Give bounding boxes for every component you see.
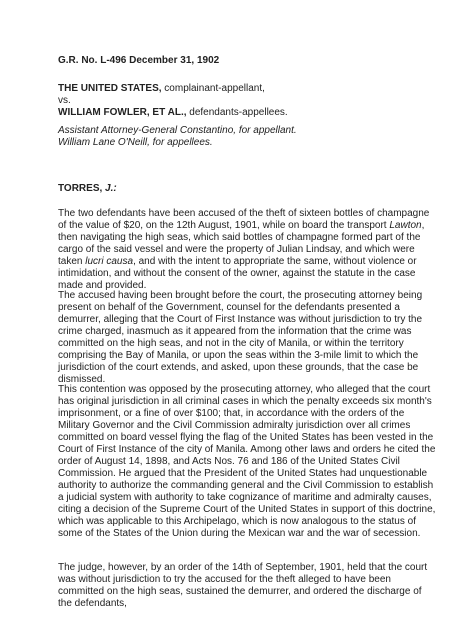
appellant-role: complainant-appellant, bbox=[161, 83, 265, 94]
counsel-appellant: Assistant Attorney-General Constantino, for appellant. bbox=[58, 125, 297, 136]
appellant-line bbox=[58, 83, 438, 95]
case-number: G.R. No. L-496 December 31, 1902 bbox=[58, 55, 220, 66]
appellee-line bbox=[58, 107, 438, 119]
appellant-name: THE UNITED STATES, bbox=[58, 83, 162, 94]
case-header bbox=[58, 55, 438, 67]
appellee-name: WILLIAM FOWLER, ET AL., bbox=[58, 107, 187, 118]
case-parties bbox=[58, 83, 438, 119]
versus-label: vs. bbox=[58, 95, 71, 106]
opinion-paragraph-1: The two defendants have been accused of the theft of sixteen bottles of champagne of the value of $20, on the 12th August, 1901, while on board the transport Lawton, then navigating the high seas, which said bottles of champagne formed part of the cargo of the said vessel and were the property of Julian Lindsay, and which were taken lucri causa, and with the intent to appropriate the same, without violence or intimidation, and without the consent of the owner, against the statute in the case made and provided. bbox=[58, 208, 430, 291]
counsel-block bbox=[58, 125, 438, 149]
vessel-name: Lawton bbox=[389, 220, 422, 231]
counsel-appellees: William Lane O'Neill, for appellees. bbox=[58, 137, 213, 148]
opinion-paragraph-3: This contention was opposed by the prosecuting attorney, who alleged that the court has original jurisdiction in all criminal cases in which the penalty exceeds six month's imprisonment, or a fine of over $100; that, in accordance with the orders of the Military Governor and the Civil Commission admiralty jurisdiction over all crimes committed on board vessel flying the flag of the United States has been vested in the Court of First Instance of the city of Manila. Among other laws and orders he cited the order of August 14, 1898, and Acts Nos. 76 and 186 of the United States Civil Commission. He argued that the President of the United States had unquestionable authority to authorize the commanding general and the Civil Commission to establish a judicial system with authority to take cognizance of maritime and admiralty causes, citing a decision of the Supreme Court of the United States in support of this doctrine, which was applicable to this Archipelago, which is now analogous to the status of some of the States of the Union during the Mexican war and the war of secession. bbox=[58, 384, 436, 539]
justice-name: TORRES, J.: bbox=[58, 183, 117, 194]
justice-heading bbox=[58, 183, 438, 195]
appellee-role: defendants-appellees. bbox=[186, 107, 288, 118]
opinion-paragraph-2: The accused having been brought before the court, the prosecuting attorney being present on behalf of the Government, counsel for the defendants presented a demurrer, alleging that the Court of First Instance was without jurisdiction to try the crime charged, inasmuch as it appeared from the information that the crime was committed on the high seas, and not in the city of Manila, or within the territory comprising the Bay of Manila, or upon the seas within the 3-mile limit to which the jurisdiction of the court extends, and asked, upon these grounds, that the case be dismissed. bbox=[58, 290, 423, 385]
latin-phrase: lucri causa bbox=[85, 256, 134, 267]
opinion-paragraph-4: The judge, however, by an order of the 14th of September, 1901, held that the court was without jurisdiction to try the accused for the theft alleged to have been committed on the high seas, sustained the demurrer, and ordered the discharge of the defendants, bbox=[58, 562, 428, 609]
